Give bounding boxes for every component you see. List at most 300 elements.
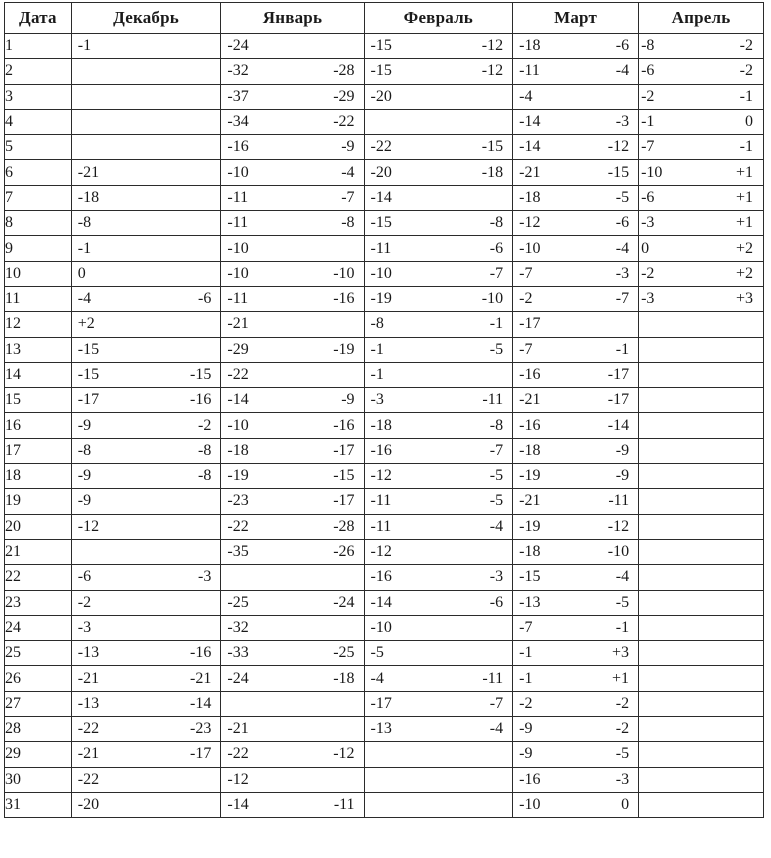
max-temp: -25	[333, 644, 355, 662]
cell-december	[71, 489, 221, 514]
min-temp: -3	[77, 618, 92, 636]
min-temp: -15	[370, 37, 392, 55]
value-pair	[365, 38, 513, 54]
min-temp: -10	[227, 163, 249, 181]
value-pair	[639, 266, 763, 282]
min-temp: -5	[370, 644, 384, 662]
cell-march	[513, 413, 639, 438]
value-pair	[72, 38, 221, 54]
cell-date: 2	[5, 59, 72, 84]
max-temp: -7	[489, 441, 504, 459]
cell-december	[71, 792, 221, 817]
cell-december	[71, 312, 221, 337]
column-header-march: Март	[513, 3, 639, 34]
max-temp: -4	[489, 517, 504, 535]
cell-december	[71, 514, 221, 539]
value-pair	[365, 696, 513, 712]
max-temp: +3	[612, 644, 630, 662]
min-temp: -21	[519, 391, 541, 409]
cell-march	[513, 160, 639, 185]
cell-date: 18	[5, 464, 72, 489]
value-pair	[513, 671, 638, 687]
cell-december	[71, 641, 221, 666]
cell-april	[639, 160, 764, 185]
cell-date: 8	[5, 211, 72, 236]
table-row	[5, 514, 764, 539]
value-pair	[365, 215, 513, 231]
cell-january	[221, 261, 364, 286]
cell-date: 4	[5, 109, 72, 134]
value-pair	[221, 493, 363, 509]
value-pair	[513, 418, 638, 434]
value-pair	[365, 443, 513, 459]
min-temp: -37	[227, 87, 249, 105]
value-pair	[221, 139, 363, 155]
min-temp: -7	[519, 340, 533, 358]
cell-december	[71, 717, 221, 742]
cell-date: 21	[5, 539, 72, 564]
value-pair	[513, 746, 638, 762]
max-temp: -5	[489, 492, 504, 510]
value-pair	[72, 468, 221, 484]
value-pair	[72, 215, 221, 231]
max-temp: -12	[607, 138, 630, 156]
min-temp: -14	[227, 796, 249, 814]
max-temp: +1	[735, 188, 753, 206]
cell-january	[221, 59, 364, 84]
table-row	[5, 34, 764, 59]
min-temp: -1	[519, 669, 533, 687]
max-temp: -10	[481, 290, 504, 308]
value-pair	[365, 241, 513, 257]
max-temp: 0	[621, 796, 630, 814]
cell-february	[364, 691, 513, 716]
value-pair	[365, 392, 513, 408]
value-pair	[72, 620, 221, 636]
min-temp: -1	[77, 239, 92, 257]
max-temp: -29	[333, 87, 355, 105]
min-temp: -13	[519, 593, 541, 611]
value-pair	[221, 595, 363, 611]
min-temp: -20	[370, 87, 392, 105]
cell-january	[221, 717, 364, 742]
min-temp: -15	[519, 568, 541, 586]
value-pair	[221, 241, 363, 257]
min-temp: -2	[519, 290, 533, 308]
value-pair	[221, 215, 363, 231]
value-pair	[221, 63, 363, 79]
max-temp: 0	[745, 113, 753, 131]
max-temp: -9	[341, 391, 355, 409]
min-temp: -9	[77, 467, 92, 485]
min-temp: -16	[519, 366, 541, 383]
value-pair	[365, 63, 513, 79]
max-temp: -4	[615, 568, 630, 586]
cell-april	[639, 337, 764, 362]
value-pair	[365, 519, 513, 535]
cell-january	[221, 691, 364, 716]
cell-january	[221, 337, 364, 362]
min-temp: -21	[227, 720, 249, 738]
min-temp: -19	[519, 517, 541, 535]
value-pair	[221, 165, 363, 181]
min-temp: -7	[519, 264, 533, 282]
value-pair	[72, 367, 221, 383]
value-pair	[72, 493, 221, 509]
min-temp: -22	[227, 745, 249, 763]
min-temp: -4	[370, 669, 384, 687]
value-pair	[639, 63, 763, 79]
value-pair	[221, 746, 363, 762]
value-pair	[513, 519, 638, 535]
cell-date: 16	[5, 413, 72, 438]
cell-march	[513, 539, 639, 564]
cell-march	[513, 286, 639, 311]
cell-date: 31	[5, 792, 72, 817]
cell-april	[639, 489, 764, 514]
max-temp: -14	[190, 694, 212, 712]
cell-february	[364, 59, 513, 84]
min-temp: -11	[370, 492, 392, 510]
max-temp: -5	[489, 467, 504, 485]
max-temp: -12	[481, 37, 504, 55]
min-temp: -16	[227, 138, 249, 156]
table-row	[5, 312, 764, 337]
value-pair	[72, 342, 221, 358]
cell-april	[639, 211, 764, 236]
value-pair	[72, 671, 221, 687]
min-temp: -23	[227, 492, 249, 510]
min-temp: -12	[227, 770, 249, 788]
cell-april	[639, 464, 764, 489]
table-row	[5, 489, 764, 514]
cell-april	[639, 135, 764, 160]
value-pair	[72, 595, 221, 611]
min-temp: -13	[77, 644, 100, 662]
max-temp: -28	[333, 517, 355, 535]
value-pair	[365, 569, 513, 585]
cell-december	[71, 691, 221, 716]
cell-april	[639, 742, 764, 767]
value-pair	[221, 114, 363, 130]
value-pair	[513, 620, 638, 636]
max-temp: -15	[607, 163, 630, 181]
max-temp: -15	[333, 467, 355, 485]
value-pair	[513, 595, 638, 611]
max-temp: -17	[607, 391, 630, 409]
cell-april	[639, 590, 764, 615]
cell-february	[364, 438, 513, 463]
value-pair	[221, 544, 363, 560]
cell-date: 27	[5, 691, 72, 716]
table-row	[5, 337, 764, 362]
max-temp: -6	[489, 239, 504, 257]
cell-april	[639, 666, 764, 691]
cell-date: 7	[5, 185, 72, 210]
max-temp: +3	[735, 290, 753, 308]
table-row	[5, 539, 764, 564]
cell-january	[221, 742, 364, 767]
cell-december	[71, 337, 221, 362]
column-header-january: Январь	[221, 3, 364, 34]
cell-date: 12	[5, 312, 72, 337]
value-pair	[513, 266, 638, 282]
cell-february	[364, 362, 513, 387]
max-temp: -3	[615, 264, 630, 282]
table-row	[5, 565, 764, 590]
cell-date: 25	[5, 641, 72, 666]
value-pair	[639, 89, 763, 105]
max-temp: -2	[615, 694, 630, 712]
table-body	[5, 34, 764, 818]
value-pair	[513, 89, 638, 105]
table-row	[5, 590, 764, 615]
min-temp: -9	[519, 720, 533, 738]
table-row	[5, 666, 764, 691]
value-pair	[365, 493, 513, 509]
cell-january	[221, 413, 364, 438]
value-pair	[365, 418, 513, 434]
cell-february	[364, 489, 513, 514]
min-temp: -21	[227, 315, 249, 333]
cell-february	[364, 666, 513, 691]
table-row	[5, 59, 764, 84]
max-temp: -12	[607, 517, 630, 535]
cell-february	[364, 286, 513, 311]
max-temp: -22	[333, 113, 355, 131]
min-temp: -18	[77, 188, 100, 206]
min-temp: -11	[370, 517, 392, 535]
cell-january	[221, 590, 364, 615]
cell-april	[639, 236, 764, 261]
cell-date: 1	[5, 34, 72, 59]
cell-december	[71, 565, 221, 590]
value-pair	[639, 291, 763, 307]
min-temp: -11	[227, 188, 249, 206]
column-header-april: Апрель	[639, 3, 764, 34]
min-temp: -18	[519, 543, 541, 561]
max-temp: -12	[481, 62, 504, 80]
cell-february	[364, 539, 513, 564]
min-temp: -14	[519, 113, 541, 131]
min-temp: -20	[370, 163, 392, 181]
min-temp: -10	[227, 239, 249, 257]
max-temp: -5	[489, 340, 504, 358]
min-temp: -35	[227, 543, 249, 561]
cell-january	[221, 792, 364, 817]
value-pair	[221, 671, 363, 687]
value-pair	[513, 797, 638, 813]
max-temp: -28	[333, 62, 355, 80]
value-pair	[221, 291, 363, 307]
min-temp: -18	[227, 441, 249, 459]
cell-april	[639, 388, 764, 413]
max-temp: -7	[615, 290, 630, 308]
min-temp: -18	[370, 416, 392, 434]
cell-date: 5	[5, 135, 72, 160]
max-temp: -21	[190, 669, 212, 687]
min-temp: -11	[227, 290, 249, 308]
min-temp: -25	[227, 593, 249, 611]
min-temp: +2	[77, 315, 95, 333]
value-pair	[72, 772, 221, 788]
cell-january	[221, 312, 364, 337]
max-temp: -2	[198, 416, 212, 434]
value-pair	[513, 468, 638, 484]
table-row	[5, 236, 764, 261]
cell-date: 22	[5, 565, 72, 590]
max-temp: -16	[333, 416, 355, 434]
cell-december	[71, 34, 221, 59]
cell-march	[513, 464, 639, 489]
min-temp: -17	[77, 391, 100, 409]
value-pair	[513, 569, 638, 585]
cell-february	[364, 464, 513, 489]
cell-date: 6	[5, 160, 72, 185]
table-row	[5, 211, 764, 236]
value-pair	[513, 38, 638, 54]
cell-april	[639, 717, 764, 742]
cell-february	[364, 742, 513, 767]
max-temp: -5	[615, 593, 630, 611]
min-temp: -21	[77, 163, 100, 181]
table-row	[5, 691, 764, 716]
min-temp: -16	[519, 770, 541, 788]
min-temp: -4	[77, 290, 92, 308]
value-pair	[513, 63, 638, 79]
min-temp: -13	[77, 694, 100, 712]
min-temp: -10	[641, 163, 663, 181]
min-temp: -10	[370, 618, 392, 636]
cell-date: 3	[5, 84, 72, 109]
cell-march	[513, 666, 639, 691]
cell-january	[221, 641, 364, 666]
table-row	[5, 388, 764, 413]
value-pair	[365, 620, 513, 636]
max-temp: -4	[341, 163, 355, 181]
max-temp: -18	[481, 163, 504, 181]
cell-april	[639, 34, 764, 59]
min-temp: -19	[227, 467, 249, 485]
cell-december	[71, 286, 221, 311]
cell-date: 17	[5, 438, 72, 463]
cell-march	[513, 792, 639, 817]
cell-february	[364, 590, 513, 615]
min-temp: -10	[227, 264, 249, 282]
cell-april	[639, 413, 764, 438]
max-temp: -3	[489, 568, 504, 586]
cell-march	[513, 135, 639, 160]
value-pair	[72, 266, 221, 282]
value-pair	[513, 342, 638, 358]
cell-march	[513, 767, 639, 792]
min-temp: -10	[227, 416, 249, 434]
value-pair	[513, 493, 638, 509]
value-pair	[365, 367, 513, 383]
cell-date: 30	[5, 767, 72, 792]
cell-february	[364, 109, 513, 134]
table-row	[5, 185, 764, 210]
max-temp: -16	[190, 391, 212, 409]
cell-february	[364, 135, 513, 160]
table-row	[5, 160, 764, 185]
max-temp: -5	[615, 188, 630, 206]
table-row	[5, 717, 764, 742]
value-pair	[639, 241, 763, 257]
min-temp: -14	[370, 593, 392, 611]
value-pair	[221, 468, 363, 484]
cell-april	[639, 438, 764, 463]
value-pair	[221, 797, 363, 813]
value-pair	[72, 291, 221, 307]
value-pair	[72, 746, 221, 762]
cell-january	[221, 539, 364, 564]
cell-april	[639, 641, 764, 666]
cell-april	[639, 286, 764, 311]
max-temp: -15	[190, 366, 212, 383]
min-temp: -8	[77, 441, 92, 459]
cell-april	[639, 514, 764, 539]
column-header-february: Февраль	[364, 3, 513, 34]
table-row	[5, 413, 764, 438]
value-pair	[221, 645, 363, 661]
min-temp: -21	[519, 492, 541, 510]
value-pair	[72, 797, 221, 813]
table-row	[5, 767, 764, 792]
min-temp: -18	[519, 188, 541, 206]
cell-date: 26	[5, 666, 72, 691]
min-temp: -9	[519, 745, 533, 763]
cell-january	[221, 286, 364, 311]
cell-january	[221, 388, 364, 413]
max-temp: -1	[615, 340, 630, 358]
value-pair	[513, 165, 638, 181]
max-temp: -8	[489, 214, 504, 232]
value-pair	[639, 38, 763, 54]
max-temp: -16	[190, 644, 212, 662]
cell-december	[71, 362, 221, 387]
max-temp: -6	[198, 290, 212, 308]
min-temp: -12	[519, 214, 541, 232]
value-pair	[365, 544, 513, 560]
min-temp: -24	[227, 669, 249, 687]
cell-january	[221, 666, 364, 691]
table-row	[5, 742, 764, 767]
value-pair	[72, 696, 221, 712]
max-temp: -15	[481, 138, 504, 156]
max-temp: -3	[198, 568, 212, 586]
value-pair	[513, 367, 638, 383]
cell-march	[513, 34, 639, 59]
cell-march	[513, 109, 639, 134]
min-temp: -15	[77, 366, 100, 383]
max-temp: -11	[482, 391, 504, 409]
temperature-table	[4, 2, 764, 818]
cell-january	[221, 362, 364, 387]
value-pair	[72, 569, 221, 585]
min-temp: -11	[227, 214, 249, 232]
min-temp: -9	[77, 492, 92, 510]
value-pair	[365, 291, 513, 307]
value-pair	[221, 772, 363, 788]
min-temp: -10	[519, 796, 541, 814]
cell-february	[364, 160, 513, 185]
cell-february	[364, 236, 513, 261]
value-pair	[513, 190, 638, 206]
max-temp: -2	[615, 720, 630, 738]
max-temp: +2	[735, 264, 753, 282]
cell-december	[71, 388, 221, 413]
